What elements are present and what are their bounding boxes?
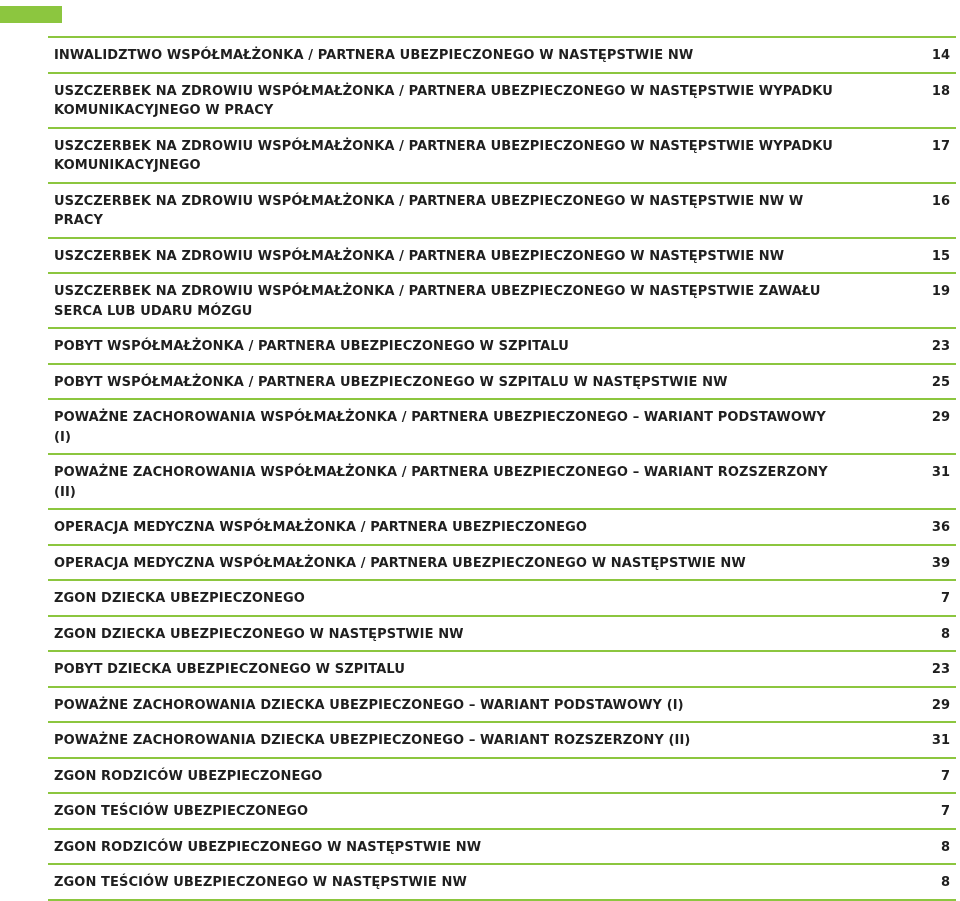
toc-entry-page: 39 xyxy=(931,555,950,571)
toc-entry-title: POWAŻNE ZACHOROWANIA WSPÓŁMAŁŻONKA / PARTNERA UBEZPIECZONEGO – WARIANT ROZSZERZONY (II) xyxy=(54,465,828,500)
toc-row[interactable] xyxy=(48,74,956,129)
toc-row[interactable] xyxy=(48,400,956,455)
toc-entry-title: POBYT WSPÓŁMAŁŻONKA / PARTNERA UBEZPIECZONEGO W SZPITALU xyxy=(54,339,569,354)
toc-row[interactable] xyxy=(48,617,956,653)
toc-entry-page: 7 xyxy=(940,768,950,784)
toc-entry-page: 7 xyxy=(940,804,950,819)
toc-entry-title: ZGON DZIECKA UBEZPIECZONEGO W NASTĘPSTWIE NW xyxy=(54,626,464,642)
toc-row[interactable] xyxy=(48,274,956,329)
toc-row[interactable] xyxy=(48,652,956,688)
toc-entry-title: INWALIDZTWO WSPÓŁMAŁŻONKA / PARTNERA UBEZPIECZONEGO W NASTĘPSTWIE NW xyxy=(54,48,694,63)
toc-row[interactable] xyxy=(48,830,956,866)
toc-entry-page: 23 xyxy=(931,662,950,677)
toc-entry-page: 25 xyxy=(931,374,950,390)
toc-row[interactable] xyxy=(48,759,956,795)
toc-entry-title: POWAŻNE ZACHOROWANIA DZIECKA UBEZPIECZONEGO – WARIANT PODSTAWOWY (I) xyxy=(54,697,684,713)
toc-row[interactable] xyxy=(48,688,956,724)
toc-row[interactable] xyxy=(48,38,956,74)
toc-entry-page: 36 xyxy=(931,520,950,535)
toc-row[interactable] xyxy=(48,510,956,546)
toc-row[interactable] xyxy=(48,365,956,401)
toc-entry-title: ZGON TEŚCIÓW UBEZPIECZONEGO xyxy=(54,804,309,819)
toc-entry-page: 19 xyxy=(931,284,950,299)
toc-entry-title: ZGON RODZICÓW UBEZPIECZONEGO W NASTĘPSTWIE NW xyxy=(54,839,482,855)
toc-row[interactable] xyxy=(48,581,956,617)
toc-entry-page: 8 xyxy=(940,839,950,855)
toc-entry-title: POWAŻNE ZACHOROWANIA WSPÓŁMAŁŻONKA / PARTNERA UBEZPIECZONEGO – WARIANT PODSTAWOWY (I) xyxy=(54,410,826,445)
toc-entry-title: ZGON RODZICÓW UBEZPIECZONEGO xyxy=(54,768,323,784)
toc-entry-title: POBYT DZIECKA UBEZPIECZONEGO W SZPITALU xyxy=(54,662,405,677)
toc-row[interactable] xyxy=(48,129,956,184)
toc-row[interactable] xyxy=(48,239,956,275)
toc-entry-title: USZCZERBEK NA ZDROWIU WSPÓŁMAŁŻONKA / PARTNERA UBEZPIECZONEGO W NASTĘPSTWIE NW xyxy=(54,248,785,264)
toc-entry-page: 18 xyxy=(931,83,950,99)
toc-entry-page: 15 xyxy=(931,248,950,264)
toc-entry-page: 8 xyxy=(940,875,950,890)
toc-row[interactable] xyxy=(48,184,956,239)
toc-entry-page: 29 xyxy=(931,697,950,713)
toc-entry-page: 17 xyxy=(931,138,950,154)
toc-entry-page: 31 xyxy=(931,733,950,748)
toc-entry-page: 8 xyxy=(940,626,950,642)
toc-row[interactable] xyxy=(48,865,956,901)
toc-entry-title: USZCZERBEK NA ZDROWIU WSPÓŁMAŁŻONKA / PARTNERA UBEZPIECZONEGO W NASTĘPSTWIE WYPADKU KOMUNIKACYJNEGO W PRACY xyxy=(54,83,833,118)
toc-row[interactable] xyxy=(48,455,956,510)
toc-entry-title: ZGON DZIECKA UBEZPIECZONEGO xyxy=(54,591,305,606)
toc-entry-page: 7 xyxy=(940,591,950,606)
toc-row[interactable] xyxy=(48,794,956,830)
table-of-contents xyxy=(48,36,956,901)
toc-entry-title: OPERACJA MEDYCZNA WSPÓŁMAŁŻONKA / PARTNERA UBEZPIECZONEGO W NASTĘPSTWIE NW xyxy=(54,555,746,571)
toc-entry-title: OPERACJA MEDYCZNA WSPÓŁMAŁŻONKA / PARTNERA UBEZPIECZONEGO xyxy=(54,520,588,535)
toc-entry-page: 31 xyxy=(931,465,950,480)
toc-entry-page: 29 xyxy=(931,410,950,425)
toc-entry-title: USZCZERBEK NA ZDROWIU WSPÓŁMAŁŻONKA / PARTNERA UBEZPIECZONEGO W NASTĘPSTWIE ZAWAŁU SERCA LUB UDARU MÓZGU xyxy=(54,284,821,319)
toc-entry-page: 14 xyxy=(931,48,950,63)
toc-row[interactable] xyxy=(48,329,956,365)
toc-entry-title: USZCZERBEK NA ZDROWIU WSPÓŁMAŁŻONKA / PARTNERA UBEZPIECZONEGO W NASTĘPSTWIE WYPADKU KOMUNIKACYJNEGO xyxy=(54,138,833,173)
toc-entry-title: USZCZERBEK NA ZDROWIU WSPÓŁMAŁŻONKA / PARTNERA UBEZPIECZONEGO W NASTĘPSTWIE NW W PRACY xyxy=(54,193,804,228)
toc-entry-title: POBYT WSPÓŁMAŁŻONKA / PARTNERA UBEZPIECZONEGO W SZPITALU W NASTĘPSTWIE NW xyxy=(54,374,728,390)
section-tab-marker xyxy=(0,6,62,23)
toc-entry-page: 16 xyxy=(931,193,950,209)
toc-entry-title: ZGON TEŚCIÓW UBEZPIECZONEGO W NASTĘPSTWIE NW xyxy=(54,875,467,890)
toc-row[interactable] xyxy=(48,723,956,759)
toc-entry-title: POWAŻNE ZACHOROWANIA DZIECKA UBEZPIECZONEGO – WARIANT ROZSZERZONY (II) xyxy=(54,733,691,748)
toc-entry-page: 23 xyxy=(931,339,950,354)
toc-row[interactable] xyxy=(48,546,956,582)
